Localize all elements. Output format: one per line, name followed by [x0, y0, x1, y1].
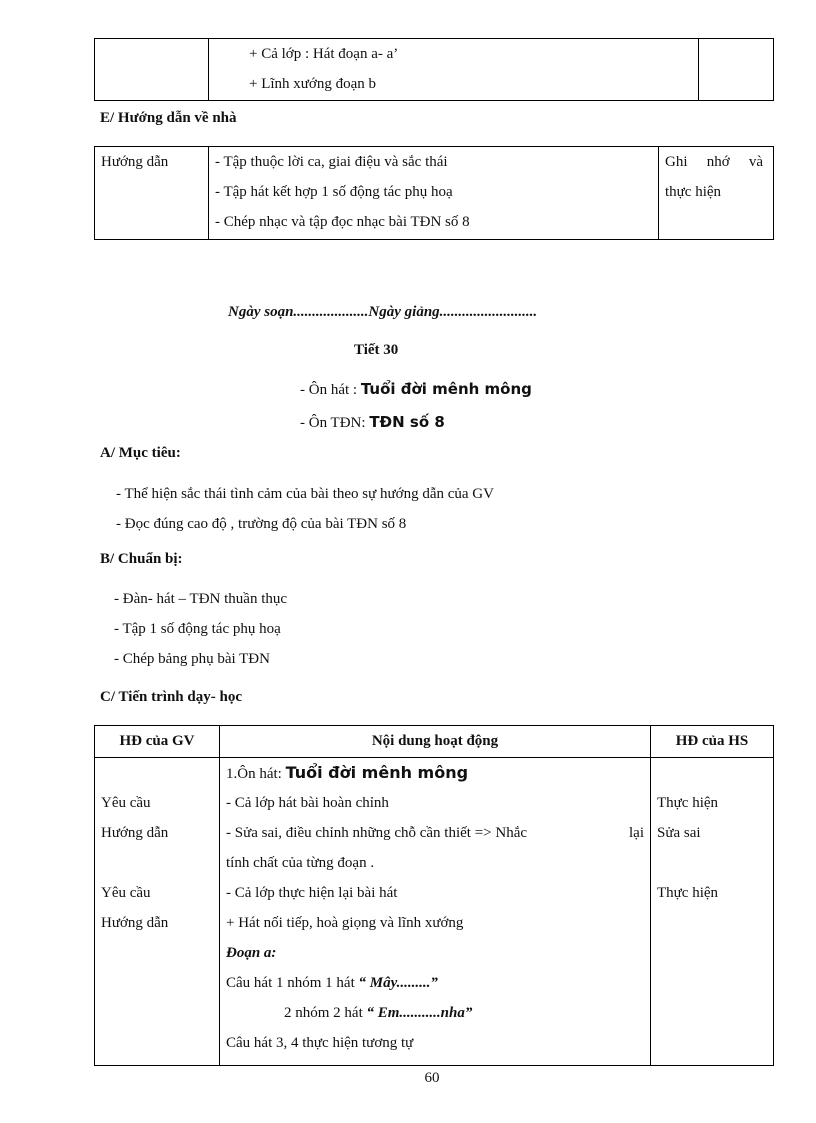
- content-line: - Chép nhạc và tập đọc nhạc bài TĐN số 8: [215, 214, 470, 230]
- line3-left: - Sửa sai, điều chỉnh những chỗ cần thiết => Nhắc: [226, 825, 528, 841]
- line9-quote: “ Em...........nha”: [366, 1005, 473, 1021]
- header-gv: HĐ của GV: [95, 726, 220, 758]
- hs-line: [657, 758, 773, 788]
- list-item: - Thể hiện sắc thái tình cảm của bài theo sự hướng dẫn của GV: [116, 486, 494, 502]
- header-content: Nội dung hoạt động: [220, 726, 651, 758]
- line8-prefix: Câu hát 1 nhóm 1 hát: [226, 975, 355, 991]
- section-e-col1: [95, 147, 209, 240]
- date-line: Ngày soạn....................Ngày giảng..........................: [228, 304, 538, 320]
- section-b-list: [114, 584, 287, 674]
- section-e-content: [209, 147, 659, 240]
- review-tdn-line: [300, 413, 445, 432]
- item1-song: Tuổi đời mênh mông: [285, 763, 469, 782]
- note-line: Ghi nhớ và: [665, 154, 763, 170]
- section-e-col3: [659, 147, 774, 240]
- review-tdn-prefix: - Ôn TĐN:: [300, 415, 366, 431]
- hs-line: Thực hiện: [657, 795, 719, 811]
- content-line: Đoạn a:: [226, 945, 277, 961]
- content-line: - Tập hát kết hợp 1 số động tác phụ hoạ: [215, 184, 453, 200]
- page-number: 60: [424, 1070, 440, 1086]
- note-line: thực hiện: [665, 184, 722, 200]
- content-line: [226, 818, 644, 848]
- list-item: - Chép bảng phụ bài TĐN: [114, 651, 270, 667]
- content-line: [226, 968, 644, 998]
- top-table-col1: [95, 39, 209, 101]
- section-a-list: [116, 479, 494, 539]
- top-table-content: [209, 39, 699, 101]
- section-b-heading: B/ Chuẩn bị:: [100, 551, 183, 567]
- instruction-label: Hướng dẫn: [101, 154, 169, 170]
- hs-line: Sửa sai: [657, 825, 701, 841]
- section-e-table: [94, 146, 774, 240]
- list-item: - Đọc đúng cao độ , trường độ của bài TĐN số 8: [116, 516, 407, 532]
- section-a-heading: A/ Mục tiêu:: [100, 445, 181, 461]
- content-line: - Tập thuộc lời ca, giai điệu và sắc thái: [215, 154, 448, 170]
- content-line: Câu hát 3, 4 thực hiện tương tự: [226, 1035, 414, 1051]
- top-table-col3: [699, 39, 774, 101]
- gv-line: [101, 848, 219, 878]
- content-line: [226, 998, 644, 1028]
- content-line: + Hát nối tiếp, hoà giọng và lĩnh xướng: [226, 915, 464, 931]
- review-song-title: Tuổi đời mênh mông: [360, 380, 532, 398]
- activity-table: [94, 725, 774, 1066]
- content-line: + Cả lớp : Hát đoạn a- a’: [249, 46, 399, 62]
- content-line: [226, 758, 644, 788]
- line3-right: lại: [629, 825, 644, 841]
- review-song-prefix: - Ôn hát :: [300, 382, 358, 398]
- line8-quote: “ Mây.........”: [358, 975, 438, 991]
- gv-line: [101, 758, 219, 788]
- section-e-heading: E/ Hướng dẫn về nhà: [100, 110, 237, 126]
- item1-prefix: 1.Ôn hát:: [226, 766, 282, 782]
- gv-line: Hướng dẫn: [101, 915, 169, 931]
- gv-line: Hướng dẫn: [101, 825, 169, 841]
- hs-line: [657, 848, 773, 878]
- content-line: - Cả lớp hát bài hoàn chỉnh: [226, 795, 389, 811]
- gv-line: Yêu cầu: [101, 795, 151, 811]
- review-tdn-title: TĐN số 8: [369, 413, 445, 431]
- hs-column: [651, 758, 774, 1066]
- period-title: Tiết 30: [354, 342, 399, 358]
- line9-prefix: 2 nhóm 2 hát: [284, 1005, 363, 1021]
- section-c-heading: C/ Tiến trình dạy- học: [100, 689, 242, 705]
- hs-line: Thực hiện: [657, 885, 719, 901]
- content-column: [220, 758, 651, 1066]
- content-line: + Lĩnh xướng đoạn b: [249, 76, 377, 92]
- review-song-line: [300, 380, 532, 399]
- top-table: [94, 38, 774, 101]
- gv-line: Yêu cầu: [101, 885, 151, 901]
- gv-column: [95, 758, 220, 1066]
- header-hs: HĐ của HS: [651, 726, 774, 758]
- list-item: - Tập 1 số động tác phụ hoạ: [114, 621, 281, 637]
- content-line: tính chất của từng đoạn .: [226, 855, 375, 871]
- list-item: - Đàn- hát – TĐN thuần thục: [114, 591, 288, 607]
- content-line: - Cả lớp thực hiện lại bài hát: [226, 885, 398, 901]
